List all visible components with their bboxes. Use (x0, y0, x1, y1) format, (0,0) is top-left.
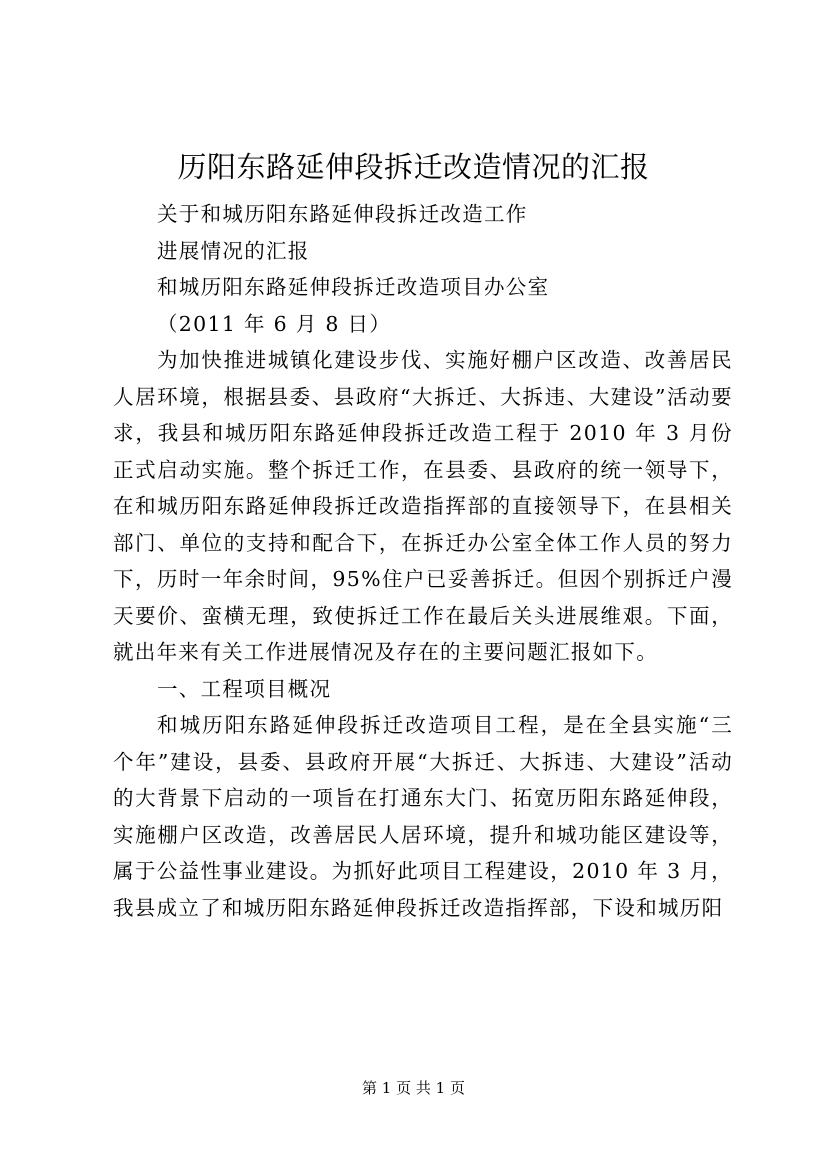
date-line: （2011 年 6 月 8 日） (157, 311, 392, 336)
document-title: 历阳东路延伸段拆迁改造情况的汇报 (177, 150, 650, 184)
document-body (113, 196, 733, 926)
section-1-heading: 一、工程项目概况 (157, 676, 332, 701)
page-footer: 第 1 页 共 1 页 (362, 1079, 465, 1097)
issuer-line: 和城历阳东路延伸段拆迁改造项目办公室 (157, 275, 550, 299)
paragraph-2: 和城历阳东路延伸段拆迁改造项目工程，是在全县实施“三个年”建设，县委、县政府开展“大拆迁、大拆违、大建设”活动的大背景下启动的一项旨在打通东大门、拓宽历阳东路延伸段，实施棚户区改造，改善居民人居环境，提升和城功能区建设等，属于公益性事业建设。为抓好此项目工程建设，2010 年 3 月，我县成立了和城历阳东路延伸段拆迁改造指挥部，下设和城历阳 (113, 713, 733, 920)
subtitle-line-2: 进展情况的汇报 (157, 238, 310, 263)
paragraph-1: 为加快推进城镇化建设步伐、实施好棚户区改造、改善居民人居环境，根据县委、县政府“大拆迁、大拆违、大建设”活动要求，我县和城历阳东路延伸段拆迁改造工程于 2010 年 3 月份正式启动实施。整个拆迁工作，在县委、县政府的统一领导下，在和城历阳东路延伸段拆迁改造指挥部的直接领导下，在县相关部门、单位的支持和配合下，在拆迁办公室全体工作人员的努力下，历时一年余时间，95%住户已妥善拆迁。但因个别拆迁户漫天要价、蛮横无理，致使拆迁工作在最后关头进展维艰。下面，就出年来有关工作进展情况及存在的主要问题汇报如下。 (113, 348, 733, 664)
subtitle-line-1: 关于和城历阳东路延伸段拆迁改造工作 (157, 202, 528, 226)
